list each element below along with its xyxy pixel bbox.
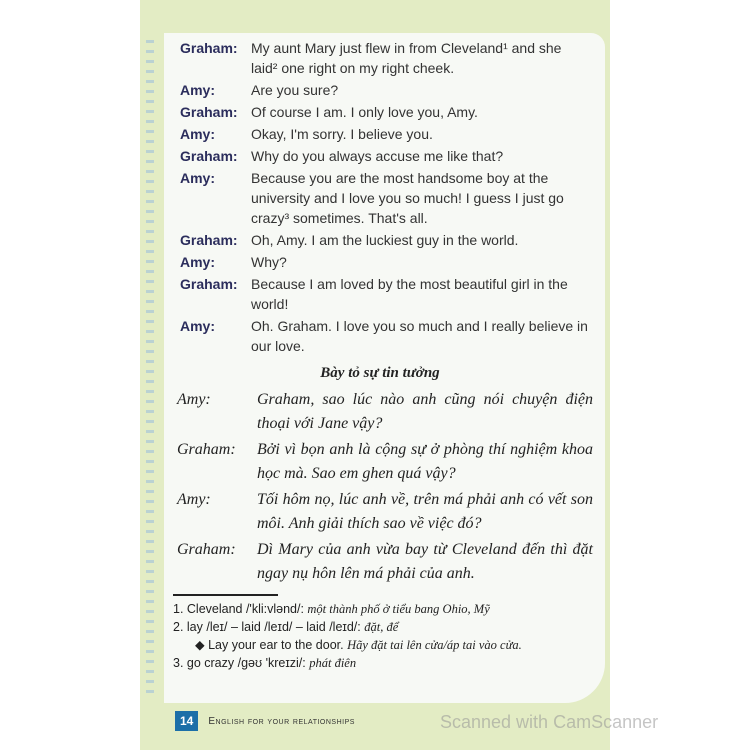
line-text: Oh, Amy. I am the luckiest guy in the world. [251, 232, 519, 248]
footnote [173, 654, 597, 672]
line-text: Because you are the most handsome boy at the university and I love you so much! I guess I just go crazy³ sometimes. That's all. [251, 170, 564, 226]
translation-line [177, 388, 593, 436]
translation-line [177, 438, 593, 486]
footnote-meaning: Hãy đặt tai lên cửa/áp tai vào cửa. [347, 638, 522, 652]
speaker: Graham: [180, 104, 238, 120]
footnote-term: 2. lay /leɪ/ – laid /leɪd/ – laid /leɪd/: [173, 620, 365, 634]
footnotes [173, 600, 597, 672]
line-text: Okay, I'm sorry. I believe you. [251, 126, 433, 142]
line-text: Graham, sao lúc nào anh cũng nói chuyện điện thoại với Jane vậy? [257, 391, 593, 432]
footnote [173, 618, 597, 636]
translation-line [177, 488, 593, 536]
speaker: Graham: [177, 441, 236, 458]
line-text: Because I am loved by the most beautiful girl in the world! [251, 276, 568, 312]
dialogue-line [180, 252, 590, 272]
line-text: Oh. Graham. I love you so much and I really believe in our love. [251, 318, 588, 354]
line-text: Why do you always accuse me like that? [251, 148, 504, 164]
footnote-term: ◆ Lay your ear to the door. [195, 638, 348, 652]
spiral-binding [146, 40, 154, 700]
dialogue-line [180, 80, 590, 100]
line-text: Bởi vì bọn anh là cộng sự ở phòng thí nghiệm khoa học mà. Sao em ghen quá vậy? [257, 441, 593, 482]
page-content [173, 38, 597, 672]
speaker: Graham: [180, 232, 238, 248]
line-text: My aunt Mary just flew in from Cleveland¹ and she laid² one right on my right cheek. [251, 40, 562, 76]
speaker: Amy: [180, 254, 216, 270]
footnote-meaning: một thành phố ở tiểu bang Ohio, Mỹ [307, 602, 490, 616]
dialogue-line [180, 316, 590, 356]
speaker: Graham: [180, 40, 238, 56]
speaker: Amy: [177, 491, 211, 508]
page-footer [175, 711, 355, 731]
speaker: Graham: [180, 148, 238, 164]
footnote-term: 3. go crazy /gəʊ 'kreɪzi/: [173, 656, 310, 670]
translation-title: Bày tỏ sự tin tưởng [320, 365, 440, 381]
dialogue-line [180, 102, 590, 122]
translation-line [177, 538, 593, 586]
footnote [173, 600, 597, 618]
vietnamese-dialogue [173, 388, 597, 586]
footnote-term: 1. Cleveland /'kli:vlənd/: [173, 602, 308, 616]
dialogue-line [180, 274, 590, 314]
speaker: Amy: [180, 170, 216, 186]
speaker: Amy: [180, 318, 216, 334]
page-number: 14 [175, 711, 198, 731]
dialogue-line [180, 124, 590, 144]
speaker: Amy: [180, 82, 216, 98]
speaker: Amy: [180, 126, 216, 142]
book-title: English for your relationships [208, 715, 355, 727]
dialogue-line [180, 168, 590, 228]
line-text: Dì Mary của anh vừa bay từ Cleveland đến thì đặt ngay nụ hôn lên má phải của anh. [257, 541, 593, 582]
speaker: Amy: [177, 391, 211, 408]
dialogue-line [180, 230, 590, 250]
english-dialogue [173, 38, 597, 356]
footnote-meaning: phát điên [309, 656, 357, 670]
dialogue-line [180, 146, 590, 166]
footnote-divider [173, 594, 278, 596]
speaker: Graham: [177, 541, 236, 558]
speaker: Graham: [180, 276, 238, 292]
footnote-meaning: đặt, để [364, 620, 399, 634]
line-text: Of course I am. I only love you, Amy. [251, 104, 478, 120]
line-text: Are you sure? [251, 82, 339, 98]
watermark: Scanned with CamScanner [440, 712, 659, 732]
dialogue-line [180, 38, 590, 78]
footnote [173, 636, 597, 654]
line-text: Why? [251, 254, 287, 270]
line-text: Tối hôm nọ, lúc anh về, trên má phải anh có vết son môi. Anh giải thích sao về việc đó? [257, 491, 593, 532]
